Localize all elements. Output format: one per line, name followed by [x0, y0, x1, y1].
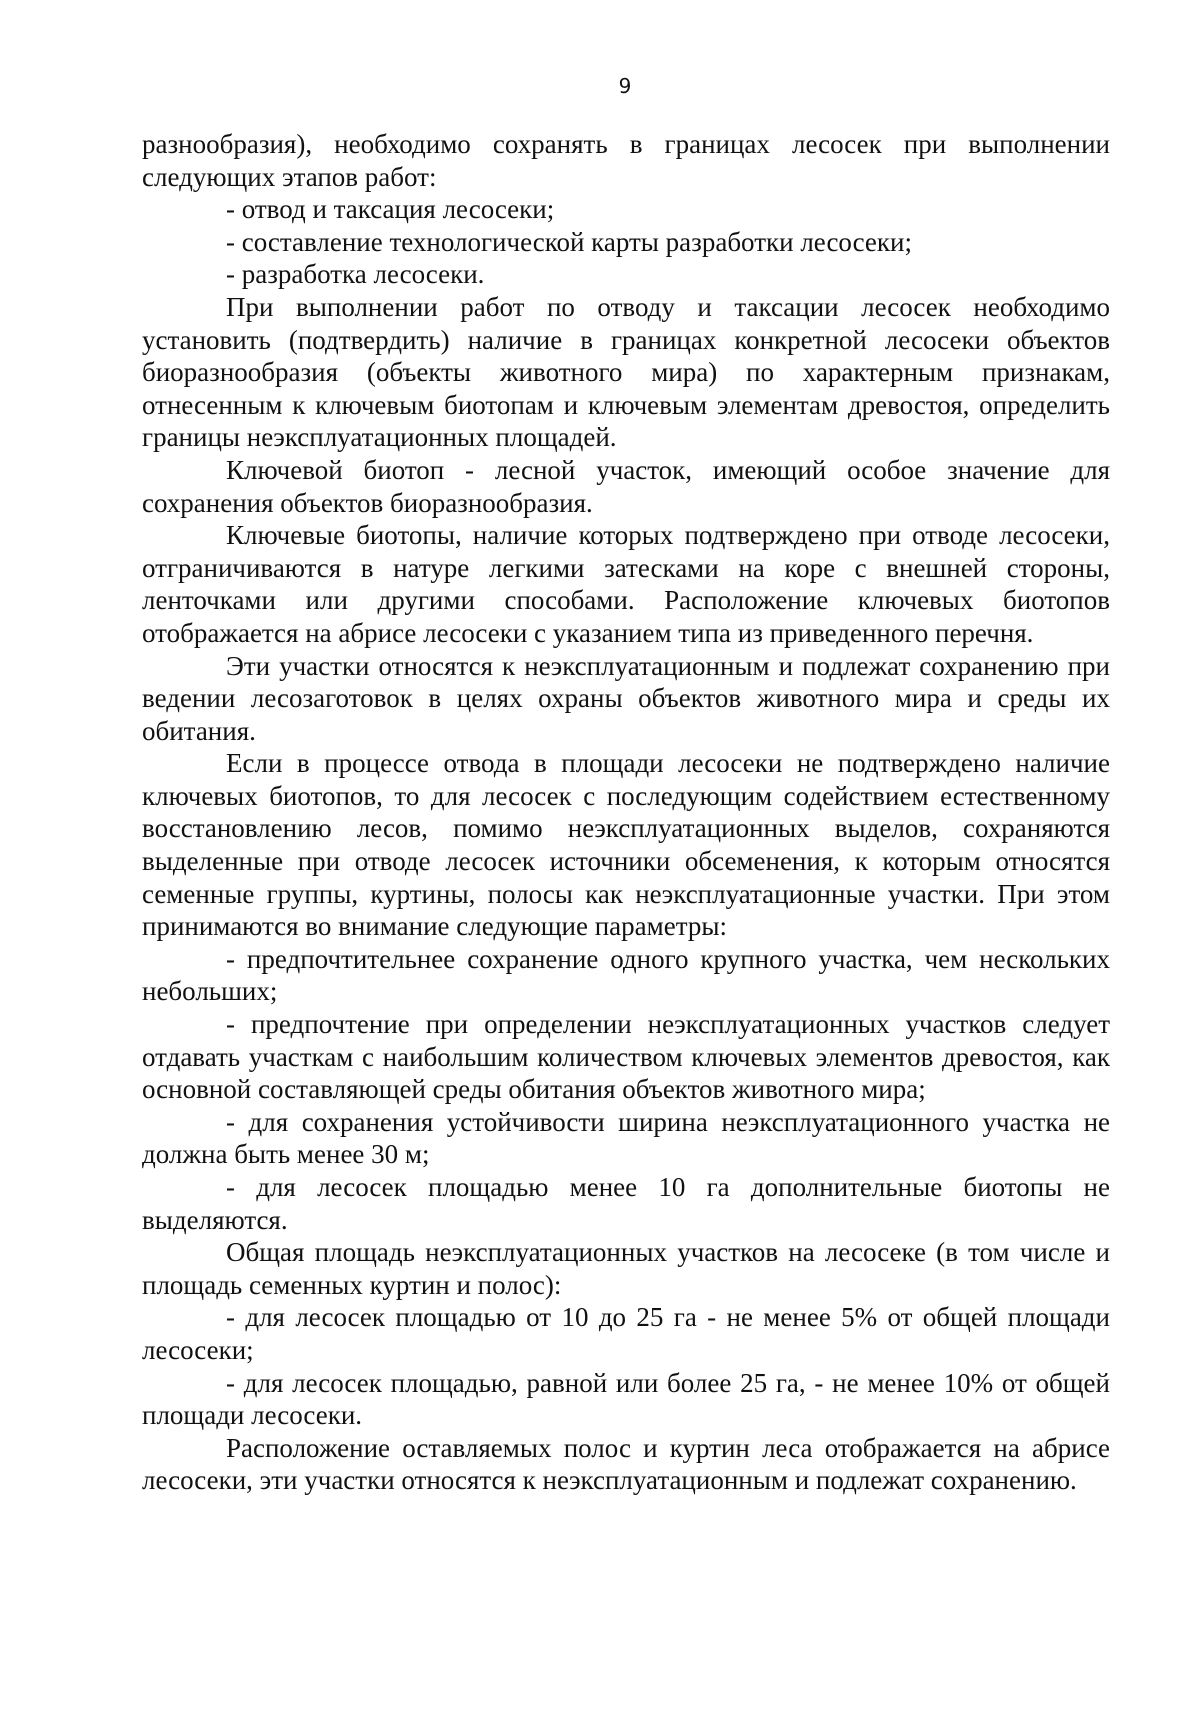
- paragraph: Эти участки относятся к неэксплуатационным и подлежат сохранению при ведении лесозаготовок в целях охраны объектов животного мира и среды их обитания.: [142, 650, 1110, 746]
- document-body: [142, 128, 1110, 1497]
- paragraph: Общая площадь неэксплуатационных участков на лесосеке (в том числе и площадь семенных куртин и полос):: [142, 1237, 1110, 1300]
- list-item: - отвод и таксация лесосеки;: [226, 194, 555, 225]
- paragraph: При выполнении работ по отводу и таксации лесосек необходимо установить (подтвердить) наличие в границах конкретной лесосеки объектов биоразнообразия (объекты животного мира) по характерным признакам, отнесенным к ключевым биотопам и ключевым элементам древостоя, определить границы неэксплуатационных площадей.: [142, 291, 1110, 453]
- list-item: - для лесосек площадью от 10 до 25 га - не менее 5% от общей площади лесосеки;: [142, 1302, 1110, 1365]
- list-item: - для лесосек площадью менее 10 га дополнительные биотопы не выделяются.: [142, 1172, 1110, 1235]
- page-number: 9: [618, 74, 632, 98]
- list-item: - разработка лесосеки.: [226, 259, 485, 290]
- list-item: - предпочтительнее сохранение одного крупного участка, чем нескольких небольших;: [142, 943, 1110, 1007]
- paragraph: Ключевые биотопы, наличие которых подтверждено при отводе лесосеки, отграничиваются в натуре легкими затесками на коре с внешней стороны, ленточками или другими способами. Расположение ключевых биотопов отображается на абрисе лесосеки с указанием типа из приведенного перечня.: [142, 520, 1110, 648]
- paragraph: разнообразия), необходимо сохранять в границах лесосек при выполнении следующих этапов работ:: [142, 129, 1110, 192]
- list-item: - для сохранения устойчивости ширина неэксплуатационного участка не должна быть менее 30 м;: [142, 1106, 1110, 1170]
- list-item: - для лесосек площадью, равной или более 25 га, - не менее 10% от общей площади лесосеки.: [142, 1367, 1110, 1431]
- paragraph: Расположение оставляемых полос и куртин леса отображается на абрисе лесосеки, эти участки относятся к неэксплуатационным и подлежат сохранению.: [142, 1432, 1110, 1496]
- list-item: - составление технологической карты разработки лесосеки;: [226, 226, 912, 257]
- list-item: - предпочтение при определении неэксплуатационных участков следует отдавать участкам с наибольшим количеством ключевых элементов древостоя, как основной составляющей среды обитания объектов животного мира;: [142, 1009, 1110, 1105]
- paragraph: Если в процессе отвода в площади лесосеки не подтверждено наличие ключевых биотопов, то для лесосек с последующим содействием естественному восстановлению лесов, помимо неэксплуатационных выделов, сохраняются выделенные при отводе лесосек источники обсеменения, к которым относятся семенные группы, куртины, полосы как неэксплуатационные участки. При этом принимаются во внимание следующие параметры:: [142, 748, 1110, 942]
- paragraph: Ключевой биотоп - лесной участок, имеющий особое значение для сохранения объектов биоразнообразия.: [142, 454, 1110, 518]
